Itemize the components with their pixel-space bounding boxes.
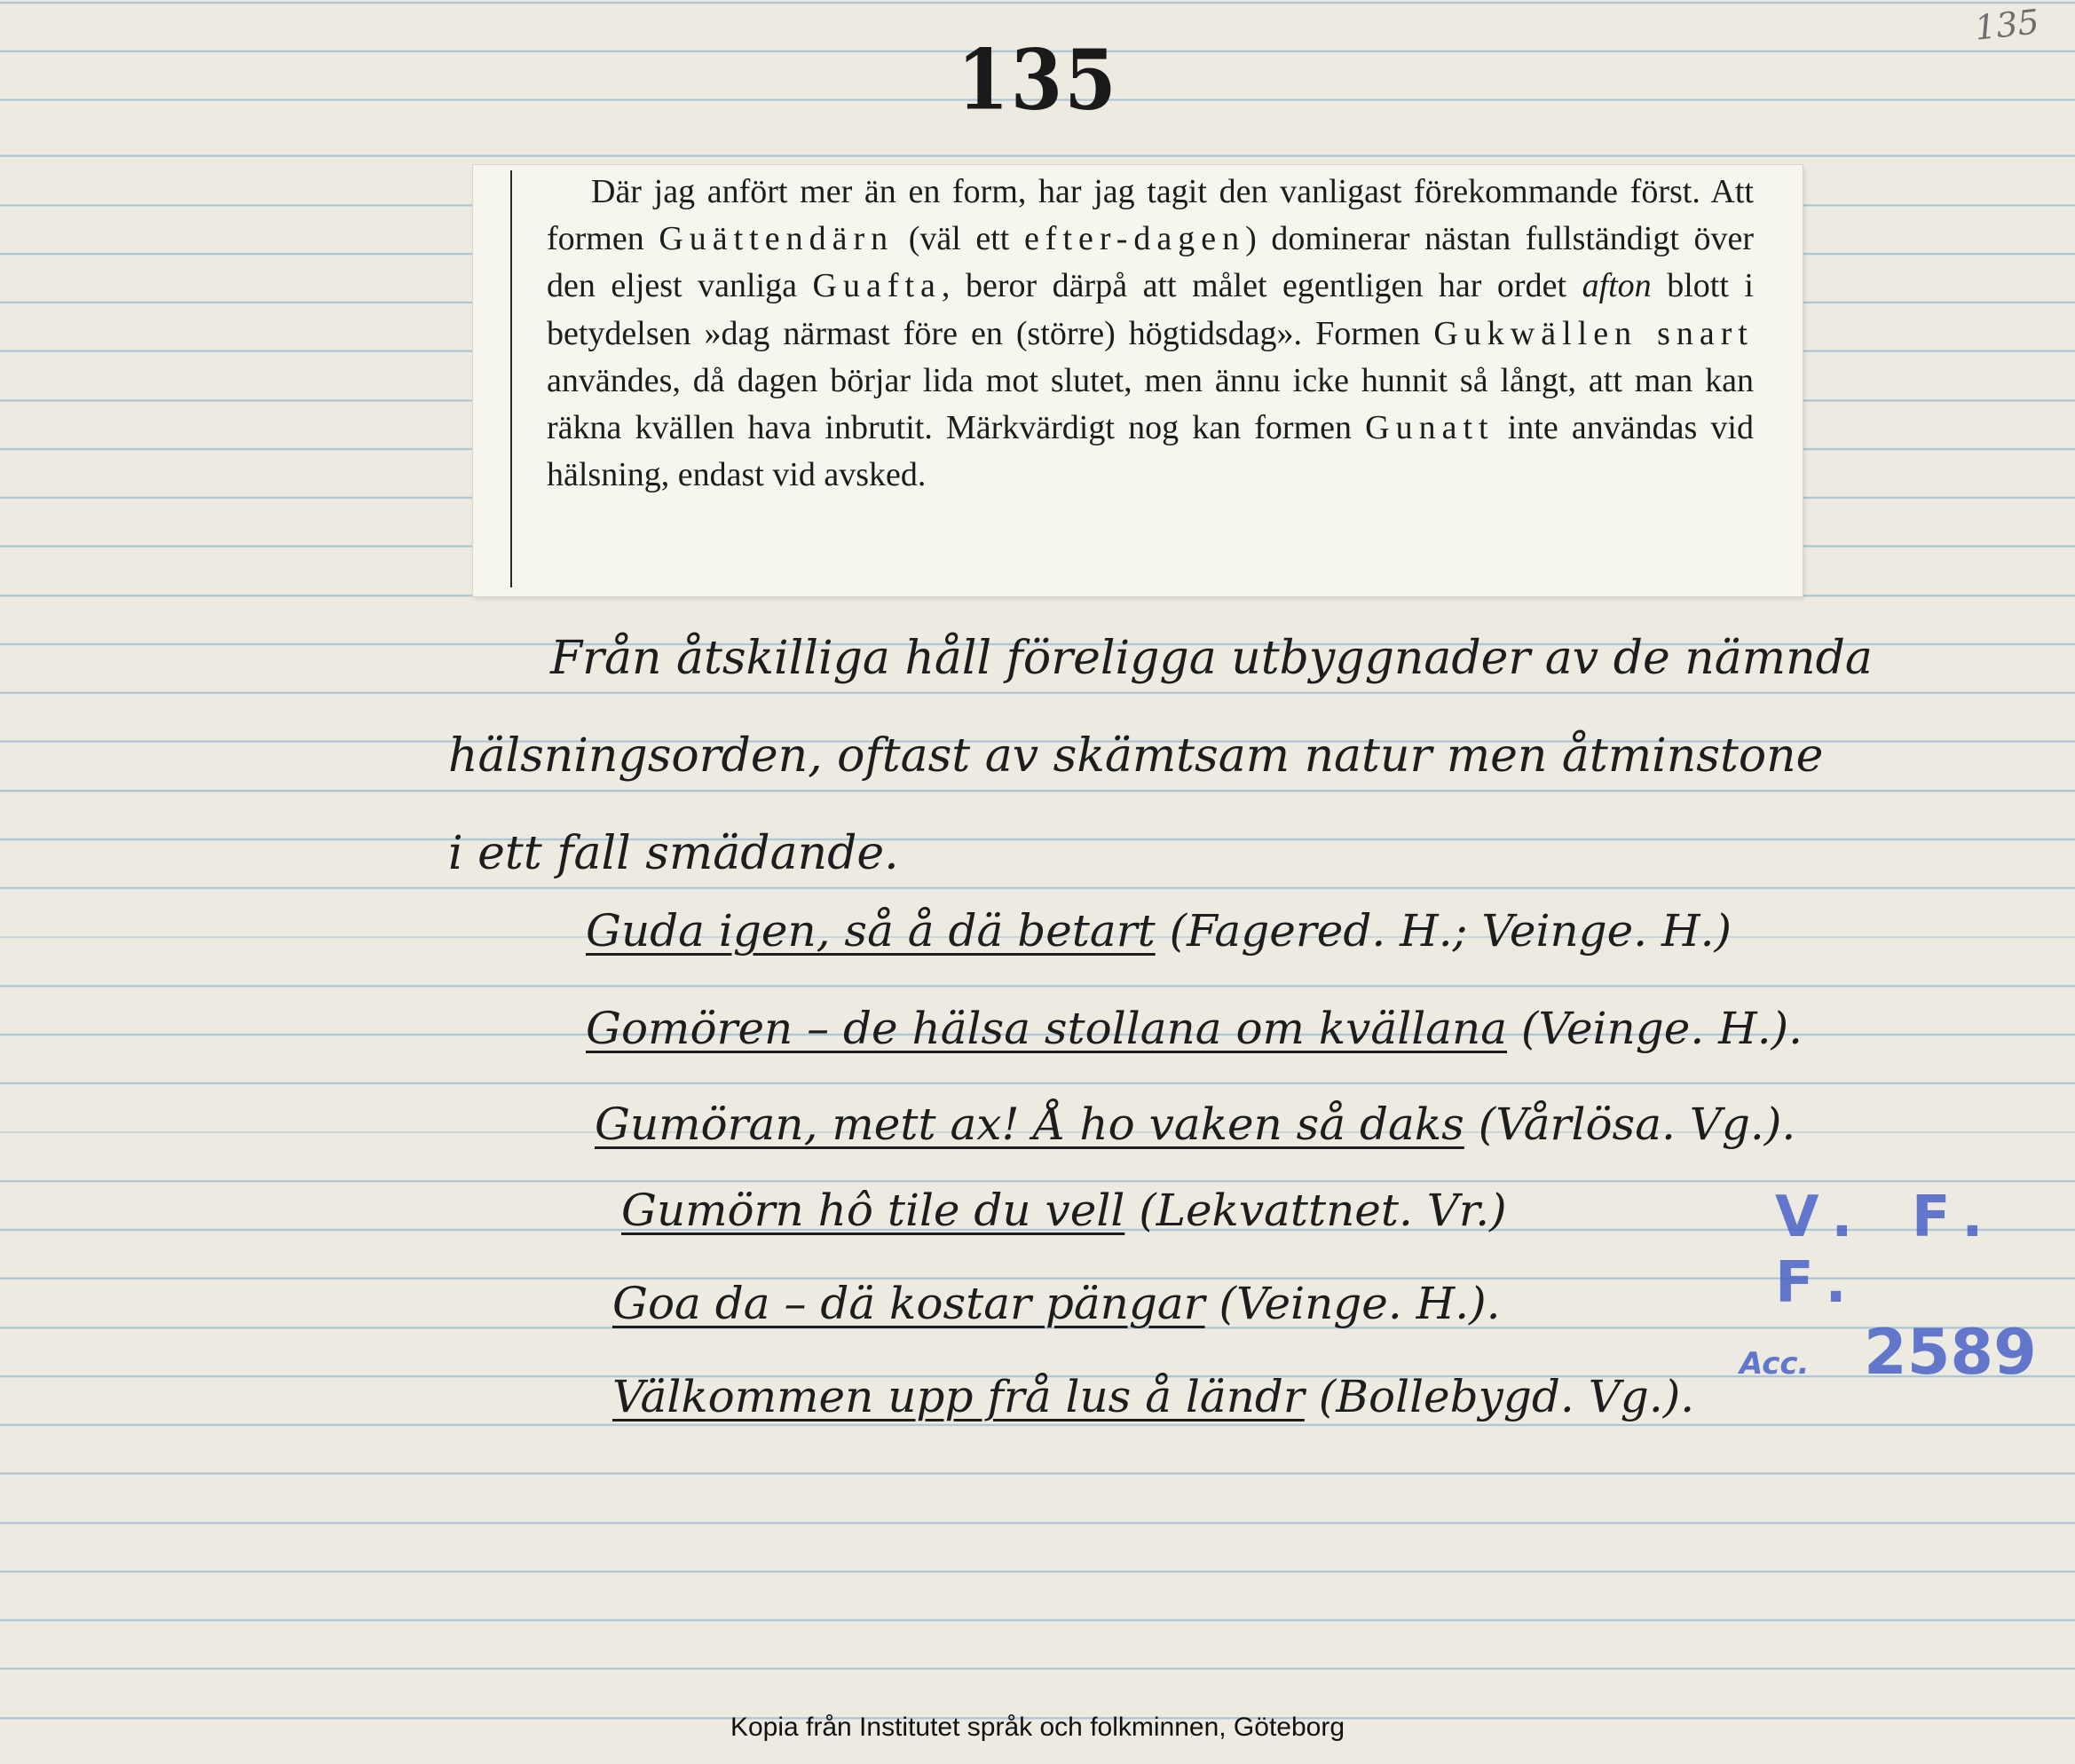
stamp-line-1: V. F. F.	[1775, 1185, 2003, 1316]
example-phrase: Gumöran, mett ax! Å ho vaken så daks	[595, 1099, 1464, 1150]
spaced-word: Guafta	[812, 267, 942, 305]
stamp-acc-label: Acc.	[1740, 1346, 1810, 1382]
text-run: ) dominerar nästan fullständigt över den eljest vanliga	[547, 220, 1754, 305]
italic-word: afton	[1582, 267, 1652, 305]
text-run: inte användas vid hälsning, endast vid avsked.	[547, 409, 1754, 494]
spaced-word: Gunatt	[1365, 409, 1495, 447]
archive-stamp	[1740, 1185, 2075, 1389]
text-run: , beror därpå att målet egentligen har ordet	[941, 267, 1582, 305]
example-line	[595, 1099, 1795, 1150]
example-line	[612, 1371, 1694, 1422]
spaced-word: Gukwällen snart	[1433, 314, 1754, 352]
handwritten-line-2: hälsningsorden, oftast av skämtsam natur men åtminstone	[448, 729, 1824, 783]
example-phrase: Gumörn hô tile du vell	[621, 1185, 1125, 1236]
pencil-page-number: 135	[1973, 2, 2042, 48]
example-line	[621, 1185, 1507, 1236]
example-phrase: Goa da – dä kostar pängar	[612, 1278, 1205, 1329]
clipping-text	[547, 169, 1754, 499]
clipping-paragraph	[547, 169, 1754, 499]
example-source: (Bollebygd. Vg.).	[1318, 1371, 1695, 1422]
example-line	[586, 1003, 1803, 1054]
example-line	[586, 905, 1732, 957]
text-run: blott i betydelsen »dag närmast före en (större) högtidsdag». Formen	[547, 267, 1754, 352]
example-phrase: Välkommen upp frå lus å ländr	[612, 1371, 1305, 1422]
example-source: (Veinge. H.).	[1520, 1003, 1803, 1054]
text-run: (väl ett	[894, 220, 1024, 258]
footer-credit: Kopia från Institutet språk och folkminnen, Göteborg	[730, 1713, 1345, 1742]
spaced-word: Guättendärn	[659, 220, 895, 258]
stamp-number: 2589	[1864, 1316, 2037, 1389]
example-source: (Fagered. H.; Veinge. H.)	[1169, 905, 1732, 957]
page-number: 135	[957, 30, 1118, 129]
spaced-word: efter-dagen	[1023, 220, 1246, 258]
text-run: användes, då dagen börjar lida mot slutet, men ännu icke hunnit så långt, att man kan räkna kvällen hava inbrutit. Märkvärdigt nog kan formen	[547, 361, 1754, 447]
handwritten-line-1: Från åtskilliga håll föreligga utbyggnader av de nämnda	[550, 632, 1873, 685]
text-run: Där jag anfört mer än en form, har jag tagit den vanligast förekommande först. Att formen	[547, 173, 1754, 258]
example-source: (Vårlösa. Vg.).	[1478, 1099, 1796, 1150]
example-source: (Veinge. H.).	[1219, 1278, 1501, 1329]
handwritten-line-3: i ett fall smädande.	[448, 827, 899, 880]
example-line	[612, 1278, 1501, 1329]
example-phrase: Guda igen, så å dä betart	[586, 905, 1156, 957]
clipping-margin-line	[510, 170, 512, 587]
example-source: (Lekvattnet. Vr.)	[1139, 1185, 1507, 1236]
example-phrase: Gomören – de hälsa stollana om kvällana	[586, 1003, 1508, 1054]
printed-clipping	[473, 165, 1803, 596]
